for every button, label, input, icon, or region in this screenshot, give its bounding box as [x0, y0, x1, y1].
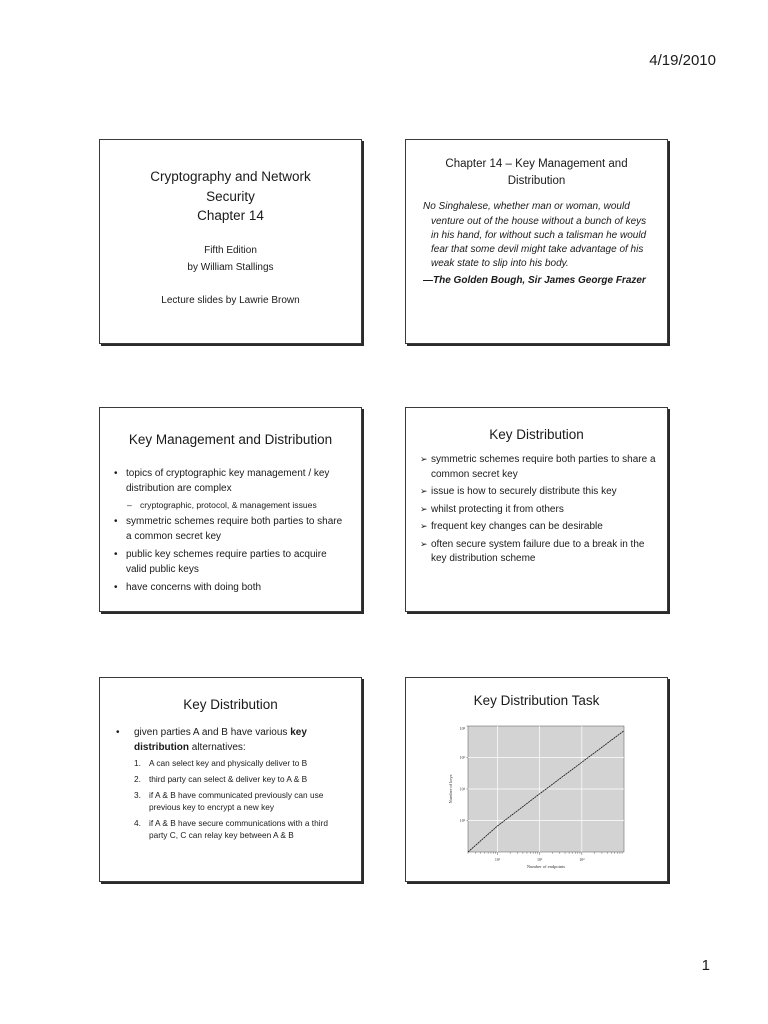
dash-icon: –	[127, 500, 132, 510]
bullet-dot-icon: •	[114, 468, 118, 479]
slide-key-distribution-task	[405, 677, 668, 882]
bullet-dot-icon: •	[114, 516, 118, 528]
y-axis-title: Number of keys	[448, 774, 453, 804]
list-subitem: – cryptographic, protocol, & management issues	[127, 500, 317, 510]
list-item: 4. if A & B have secure communications with a third party C, C can relay key between A & B	[134, 818, 328, 841]
header-date: 4/19/2010	[649, 52, 716, 69]
y-tick-label: 10²	[459, 818, 465, 823]
list-item: ➢ symmetric schemes require both parties to share a common secret key	[420, 454, 656, 480]
list-item: 3. if A & B have communicated previously can use previous key to encrypt a new key	[134, 790, 324, 813]
bullet-dot-icon: •	[114, 582, 118, 594]
quote: No Singhalese, whether man or woman, would venture out of the house without a bunch of keys in his hand, for without such a talisman he would fear that some devil might take advantage of his weak state to slip into his body.	[423, 201, 647, 270]
alternatives-list	[134, 757, 343, 841]
arrow-bullet-icon: ➢	[420, 538, 428, 549]
chapter-heading	[406, 156, 667, 189]
intro-text: • given parties A and B have various key distribution alternatives:	[116, 727, 307, 753]
list-item: ➢ issue is how to securely distribute this key	[420, 486, 617, 497]
bullet-dot-icon: •	[114, 549, 118, 561]
list-item: • have concerns with doing both	[114, 581, 349, 596]
x-tick-label: 10¹	[494, 857, 501, 862]
emphasis: key distribution	[134, 727, 307, 753]
slide-key-management	[99, 407, 362, 612]
edition: Fifth Edition	[204, 244, 257, 256]
arrow-bullet-icon: ➢	[420, 454, 428, 464]
list-item: ➢ often secure system failure due to a break in the key distribution scheme	[420, 538, 645, 564]
x-tick-label: 10²	[537, 857, 543, 862]
title-line-2: Security	[206, 188, 255, 204]
list-item: ➢ frequent key changes can be desirable	[420, 521, 603, 532]
slide-title-heading	[100, 167, 361, 226]
key-distribution-chart	[446, 722, 636, 877]
list-item: • topics of cryptographic key management / key distribution are complex	[114, 468, 330, 494]
list-item: • public key schemes require parties to acquire valid public keys	[114, 549, 327, 575]
list-item: ➢ whilst protecting it from others	[420, 503, 564, 515]
title-line-3: Chapter 14	[197, 208, 264, 224]
title-line-1: Cryptography and Network	[150, 169, 311, 184]
quote-attribution: —The Golden Bough, Sir James George Frazer	[423, 275, 646, 287]
slide-title	[99, 139, 362, 344]
page-number: 1	[701, 957, 710, 974]
bullet-dot-icon: •	[116, 727, 120, 738]
slide-chapter-intro	[405, 139, 668, 344]
y-tick-label: 10⁴	[459, 786, 465, 792]
list-item: 2. third party can select & deliver key to A & B	[134, 774, 308, 785]
slide-heading: Key Distribution Task	[473, 693, 600, 708]
edition-info	[100, 242, 361, 277]
chapter-heading-line-2: Distribution	[507, 174, 566, 187]
slide-key-distribution-2	[99, 677, 362, 882]
slide-heading: Key Distribution	[489, 427, 584, 442]
arrow-bullet-icon: ➢	[420, 486, 428, 496]
x-axis-title: Number of endpoints	[526, 864, 566, 869]
list-item: • symmetric schemes require both parties to share a common secret key	[114, 516, 343, 542]
list-item: 1. A can select key and physically deliver to B	[134, 758, 308, 768]
arrow-bullet-icon: ➢	[420, 521, 428, 531]
bullet-list	[114, 467, 349, 596]
x-tick-label: 10³	[579, 857, 585, 862]
bullet-list	[420, 453, 657, 567]
author: by William Stallings	[187, 262, 274, 274]
credit: Lecture slides by Lawrie Brown	[161, 294, 300, 306]
slide-key-distribution-1	[405, 407, 668, 612]
arrow-bullet-icon: ➢	[420, 503, 428, 514]
slide-heading: Key Distribution	[183, 697, 278, 712]
y-tick-label: 10⁸	[459, 726, 465, 731]
y-tick-label: 10⁶	[459, 755, 465, 760]
slide-heading: Key Management and Distribution	[128, 432, 333, 447]
chapter-heading-line-1: Chapter 14 – Key Management and	[445, 158, 628, 170]
